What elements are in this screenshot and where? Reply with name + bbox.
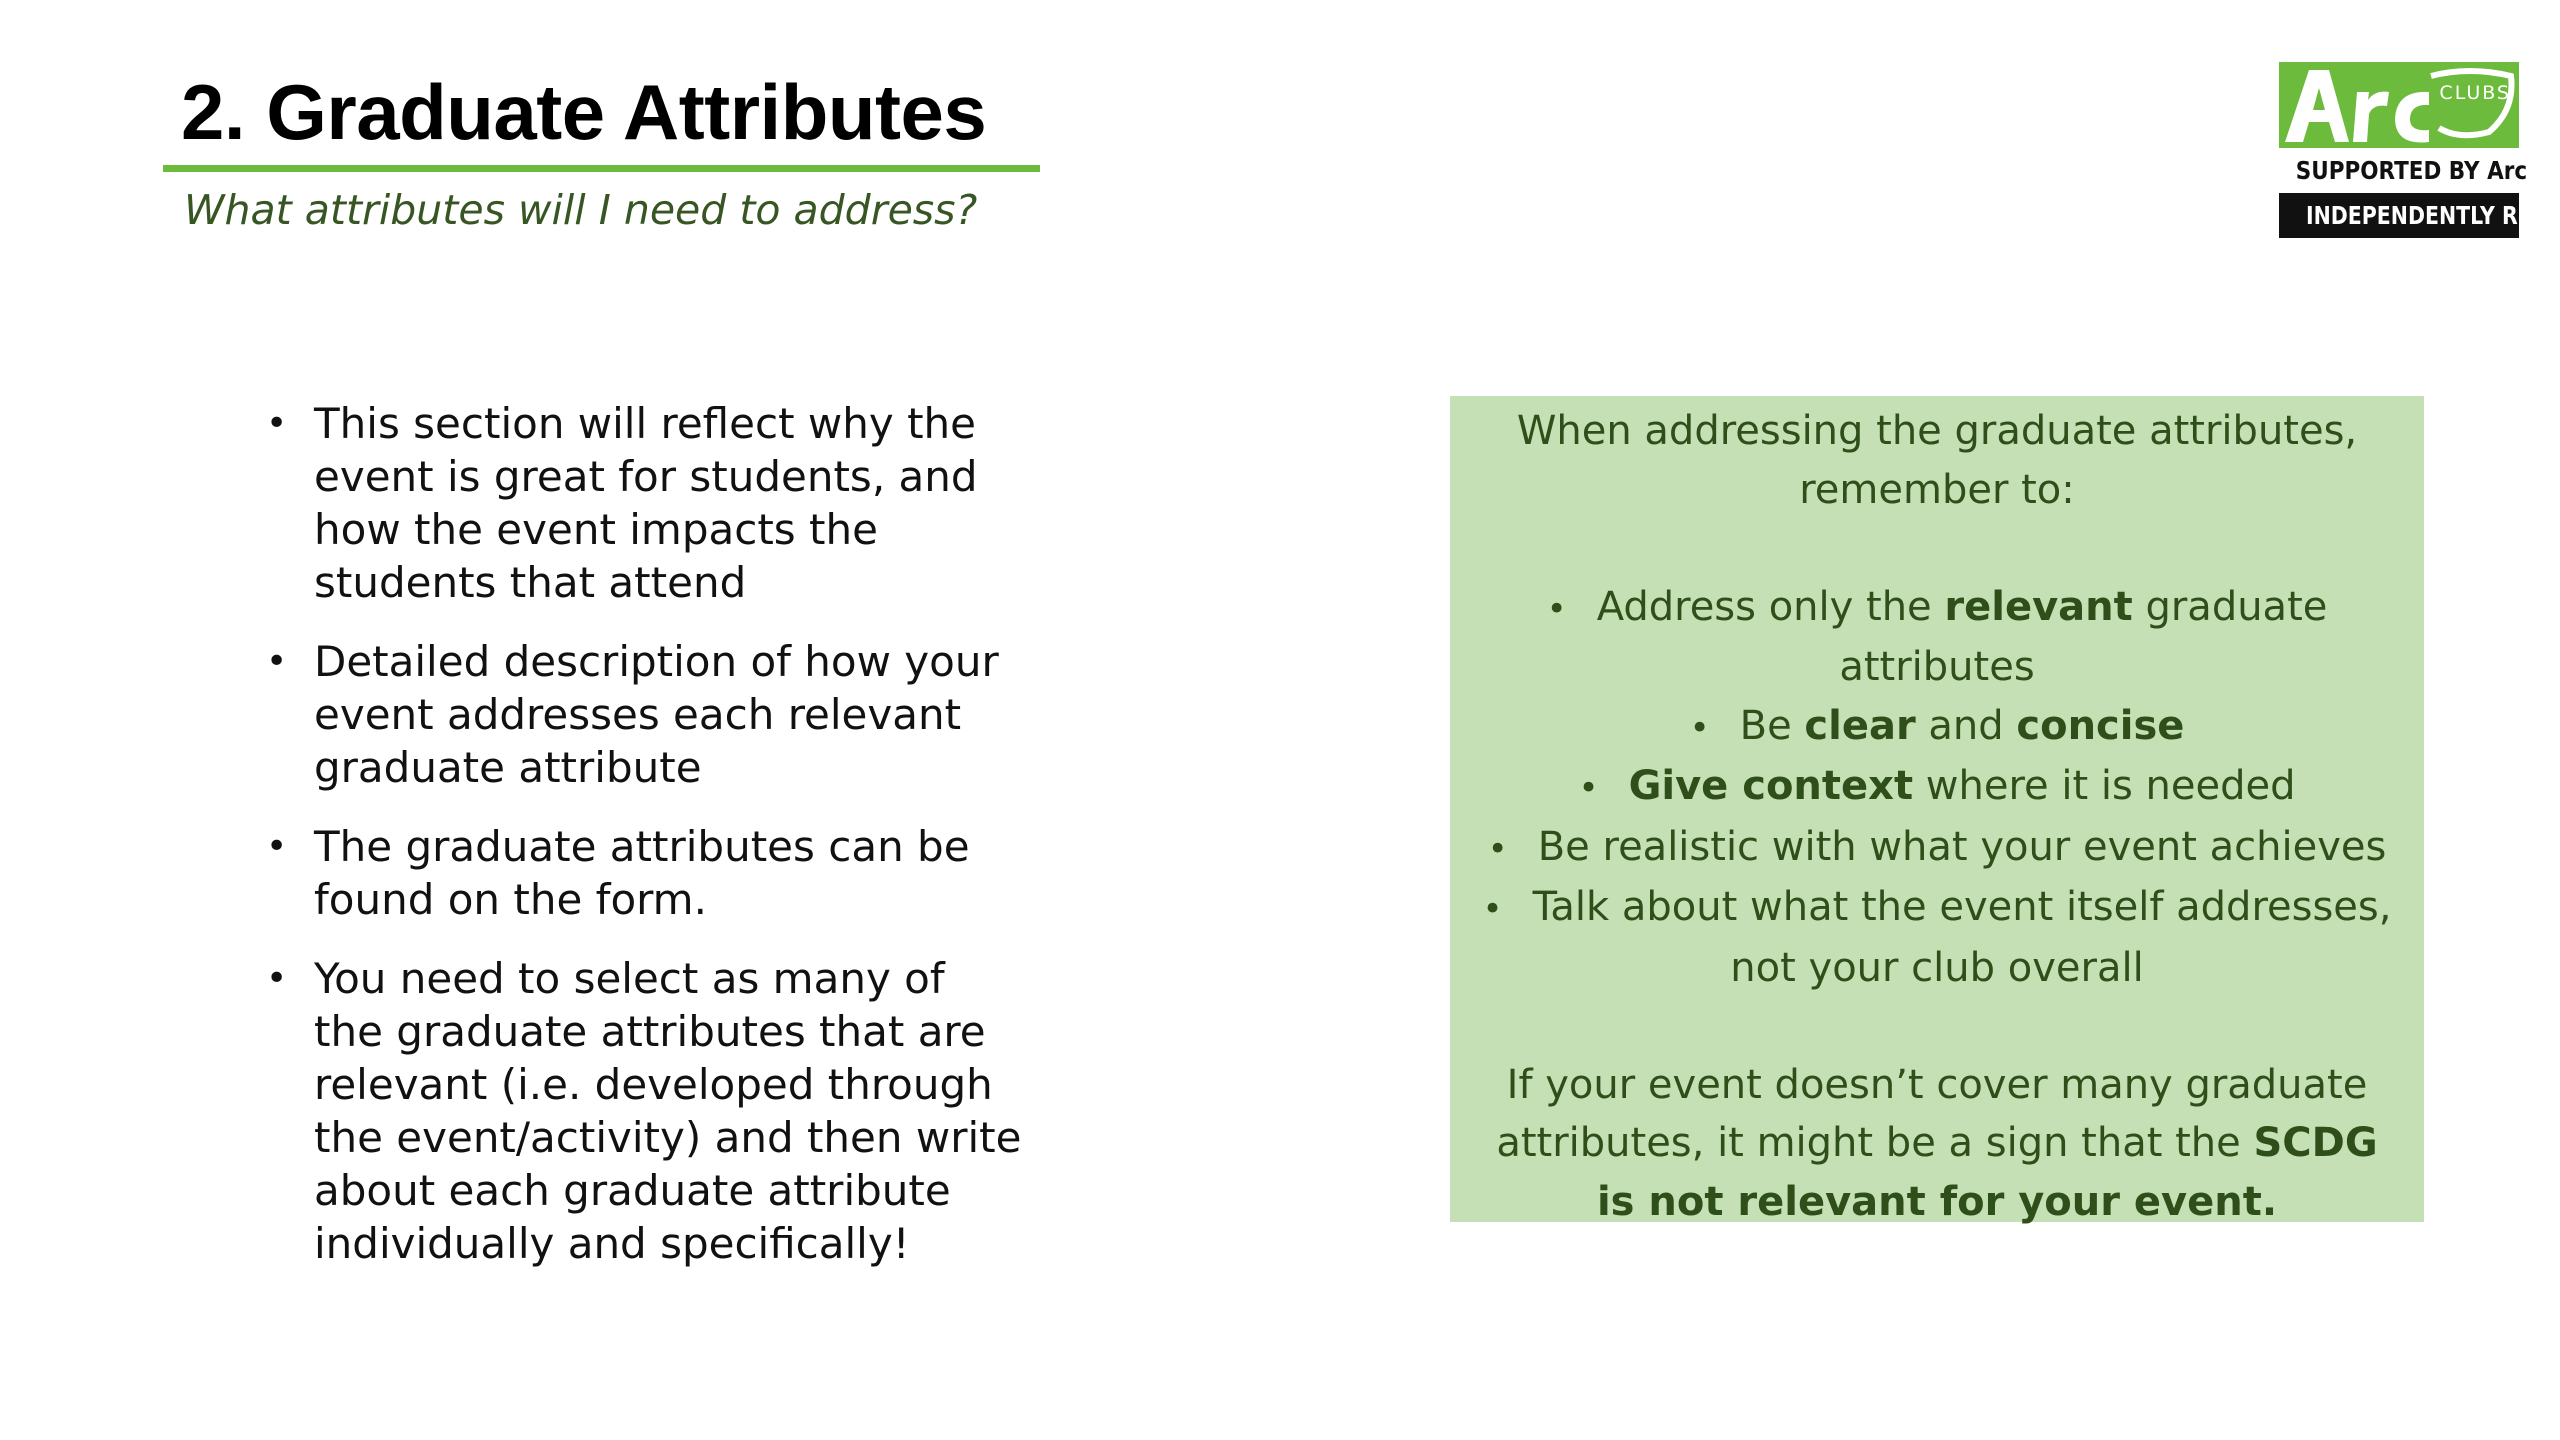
- list-item: [1480, 878, 2394, 997]
- list-item: [262, 635, 1022, 794]
- logo-supported-by: SUPPORTED BY Arc: [2295, 156, 2528, 185]
- bullet-icon: •: [266, 403, 288, 444]
- slide-title: 2. Graduate Attributes: [181, 68, 987, 156]
- list-item-text: You need to select as many of the graduate attributes that are relevant (i.e. developed through the event/activity) and then write about each graduate attribute individually and specifically!: [314, 954, 1022, 1268]
- list-item: [262, 952, 1022, 1270]
- arc-wordmark-icon: [2279, 62, 2519, 148]
- arc-logo-mark: [2279, 62, 2519, 148]
- arc-clubs-logo: [2279, 62, 2552, 238]
- slide-subtitle: What attributes will I need to address?: [184, 186, 978, 234]
- list-item: [1480, 757, 2394, 818]
- logo-clubs-label: CLUBS: [2439, 82, 2511, 104]
- list-item: [1480, 818, 2394, 879]
- tip-emphasis: Give context: [1628, 763, 1914, 809]
- bullet-icon: •: [266, 641, 288, 682]
- bullet-icon: •: [1689, 707, 1710, 748]
- bullet-icon: •: [1578, 768, 1599, 808]
- list-item: [262, 820, 1022, 926]
- tip-text: Be: [1739, 702, 1805, 749]
- list-item-text: This section will reflect why the event is great for students, and how the event impacts the students that attend: [314, 399, 978, 607]
- spacer: [1480, 997, 2394, 1056]
- list-item: [1480, 578, 2394, 697]
- tip-emphasis: concise: [2016, 702, 2185, 749]
- list-item-text: Detailed description of how your event addresses each relevant graduate attribute: [314, 637, 999, 792]
- tip-emphasis: clear: [1804, 702, 1916, 749]
- tips-list: [1480, 578, 2394, 998]
- list-item: [1480, 697, 2394, 758]
- spacer: [1480, 519, 2394, 578]
- closing-text: If your event doesn’t cover many graduate attributes, it might be a sign that the: [1496, 1061, 2368, 1166]
- bullet-icon: •: [266, 958, 288, 999]
- tip-text: Address only the: [1596, 583, 1945, 630]
- tip-text: graduate attributes: [1839, 583, 2328, 690]
- title-underline: [163, 165, 1040, 172]
- tips-callout-box: [1450, 396, 2424, 1225]
- tip-text: and: [1915, 702, 2017, 749]
- list-item-text: The graduate attributes can be found on the form.: [314, 822, 970, 924]
- bullet-icon: •: [1546, 588, 1567, 629]
- bullet-icon: •: [1487, 828, 1508, 869]
- logo-independently-run: [2279, 193, 2552, 238]
- bullet-icon: •: [266, 826, 288, 867]
- info-bullet-list: [262, 397, 1022, 1296]
- tip-text: Talk about what the event itself addresses, not your club overall: [1532, 884, 2392, 991]
- tips-closing: [1480, 1056, 2394, 1232]
- bullet-icon: •: [1482, 889, 1503, 929]
- tips-intro: When addressing the graduate attributes, remember to:: [1516, 408, 2358, 513]
- closing-emphasis: SCDG is not relevant for your event.: [1596, 1120, 2378, 1225]
- logo-independently-run-label: INDEPENDENTLY RUN: [2305, 201, 2552, 230]
- tip-text: where it is needed: [1913, 763, 2296, 809]
- tip-text: Be realistic with what your event achieves: [1537, 823, 2387, 870]
- list-item: [262, 397, 1022, 609]
- tip-emphasis: relevant: [1944, 583, 2133, 630]
